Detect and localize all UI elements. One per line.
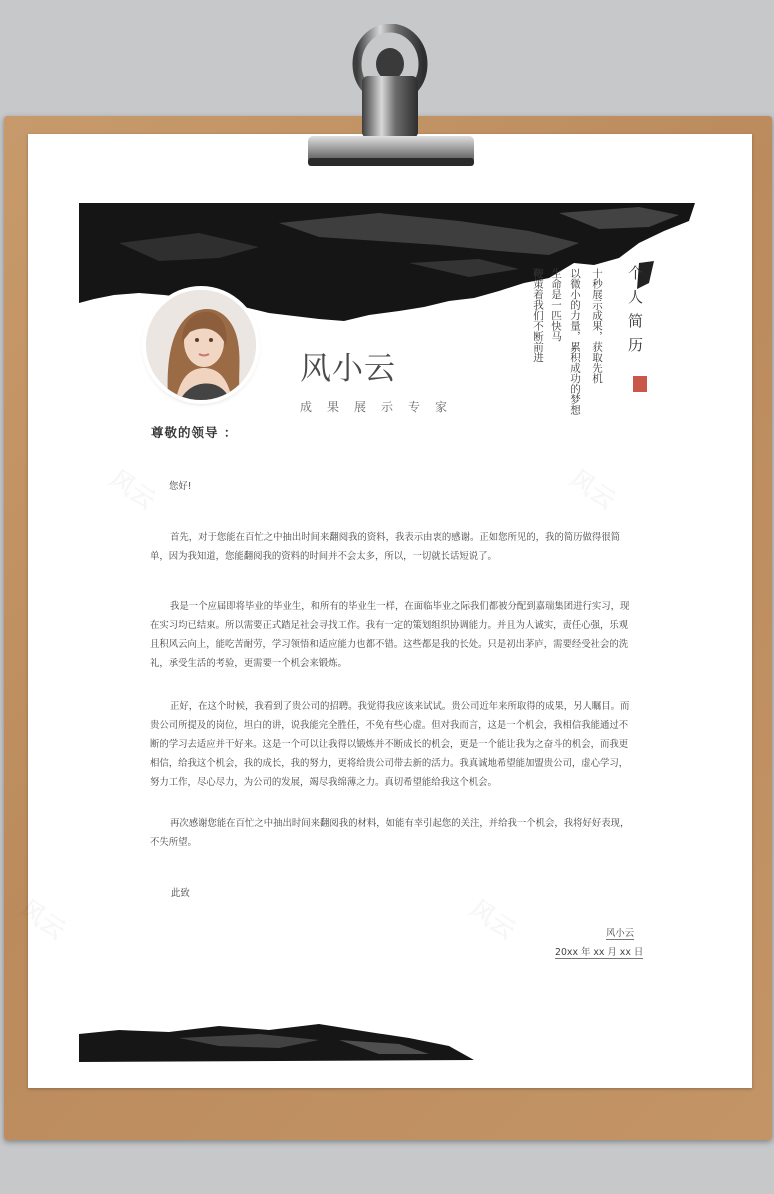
avatar bbox=[146, 290, 256, 400]
letter-paragraph: 我是一个应届即将毕业的毕业生，和所有的毕业生一样，在面临毕业之际我们都被分配到嘉瑞集团进行实习，现在实习均已结束。所以需要正式踏足社会寻找工作。我有一定的策划组织协调能力。并且为人诚实，责任心强，乐观且积风云向上，能吃苦耐劳，学习领悟和适应能力也都不错。这些都是我的长处。只是初出茅庐，需要经受社会的洗礼，承受生活的考验，更需要一个机会来锻炼。 bbox=[150, 601, 630, 669]
slogan-line-1: 十秒展示成果，获取先机 bbox=[591, 268, 603, 384]
candidate-name: 风小云 bbox=[300, 351, 396, 387]
letter-paragraph: 正好，在这个时候，我看到了贵公司的招聘。我觉得我应该来试试。贵公司近年来所取得的成果，另人瞩目。而贵公司所提及的岗位，坦白的讲，说我能完全胜任，不免有些心虚。但对我而言，这是一个机会，我相信我能通过不断的学习去适应并干好来。这是一个可以让我得以锻炼并不断成长的机会，更是一个能让我为之奋斗的机会，而我更相信，给我这个机会，我的成长，我的努力，更将给贵公司带去新的活力。我真诚地希望能加盟贵公司，虚心学习，努力工作，尽心尽力，为公司的发展，竭尽我绵薄之力。真切希望能给我这个机会。 bbox=[150, 701, 630, 788]
binder-clip-icon bbox=[300, 24, 480, 184]
letter-signature: 风小云 bbox=[606, 925, 634, 940]
resume-title: 个人简历 bbox=[626, 265, 644, 361]
letter-closing: 此致 bbox=[171, 888, 190, 899]
letter-date: 20xx 年 xx 月 xx 日 bbox=[555, 944, 643, 959]
letter-greeting: 您好! bbox=[169, 481, 192, 492]
slogan-line-4: 鞭策着我们不断前进 bbox=[532, 268, 544, 363]
ink-brush-footer bbox=[79, 1020, 479, 1062]
red-seal-stamp bbox=[633, 376, 647, 392]
letter-paragraph: 首先，对于您能在百忙之中抽出时间来翻阅我的资料，我表示由衷的感谢。正如您所见的，我的简历做得很简单，因为我知道，您能翻阅我的资料的时间并不会太多，所以，一切就长话短说了。 bbox=[150, 532, 621, 562]
letter-salutation: 尊敬的领导 ： bbox=[151, 425, 238, 440]
letter-paragraph: 再次感谢您能在百忙之中抽出时间来翻阅我的材料，如能有幸引起您的关注，并给我一个机会，我将好好表现，不失所望。 bbox=[150, 818, 630, 848]
portrait-image bbox=[146, 290, 256, 400]
slogan-line-3: 生命是一匹快马 bbox=[550, 268, 562, 342]
slogan-line-2: 以微小的力量，累积成功的梦想 bbox=[569, 268, 581, 415]
candidate-subtitle: 成果展示专家 bbox=[300, 400, 463, 414]
